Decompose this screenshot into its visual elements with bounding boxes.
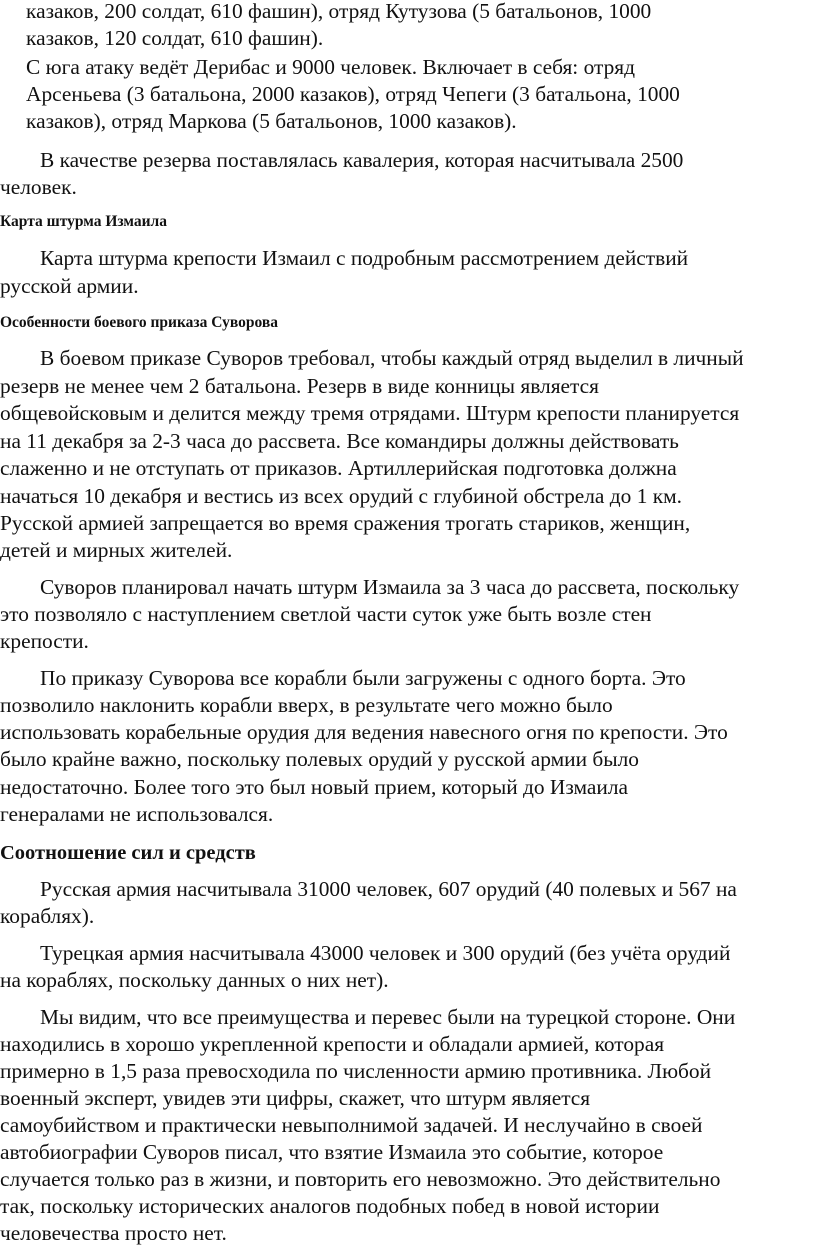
conclusion-line-2: находились в хорошо укрепленной крепости и обладали армией, которая: [0, 1032, 665, 1056]
map-heading: Карта штурма Измаила: [0, 213, 167, 230]
ships-line-6: генералами не использовался.: [0, 802, 274, 826]
order-line-2: резерв не менее чем 2 батальона. Резерв в виде конницы является: [0, 374, 599, 398]
order-line-7: Русской армией запрещается во время сражения трогать стариков, женщин,: [0, 511, 691, 535]
conclusion-line-4: военный эксперт, увидев эти цифры, скажет, что штурм является: [0, 1086, 591, 1110]
ships-line-4: было крайне важно, поскольку полевых орудий у русской армии было: [0, 747, 640, 771]
conclusion-line-8: так, поскольку исторических аналогов подобных побед в новой истории: [0, 1194, 660, 1218]
conclusion-line-3: примерно в 1,5 раза превосходила по численности армию противника. Любой: [0, 1059, 712, 1083]
turkish-line-1: Турецкая армия насчитывала 43000 человек и 300 орудий (без учёта орудий: [40, 941, 731, 965]
intro-line-5: казаков), отряд Маркова (5 батальонов, 1000 казаков).: [26, 109, 517, 133]
order-line-6: начаться 10 декабря и вестись из всех орудий с глубиной обстрела до 1 км.: [0, 484, 683, 508]
conclusion-line-1: Мы видим, что все преимущества и перевес были на турецкой стороне. Они: [40, 1005, 736, 1029]
intro-line-2: казаков, 120 солдат, 610 фашин).: [26, 26, 324, 50]
dawn-line-1: Суворов планировал начать штурм Измаила за 3 часа до рассвета, поскольку: [40, 575, 740, 599]
dawn-line-3: крепости.: [0, 629, 89, 653]
order-heading: Особенности боевого приказа Суворова: [0, 314, 278, 331]
ships-line-5: недостаточно. Более того это был новый прием, который до Измаила: [0, 775, 629, 799]
russian-line-2: кораблях).: [0, 904, 95, 928]
ships-line-1: По приказу Суворова все корабли были загружены с одного борта. Это: [40, 666, 686, 690]
conclusion-line-5: самоубийством и практически невыполнимой задачей. И неслучайно в своей: [0, 1113, 703, 1137]
reserve-line-2: человек.: [0, 175, 77, 199]
conclusion-line-9: человечества просто нет.: [0, 1221, 227, 1245]
conclusion-line-7: случается только раз в жизни, и повторить его невозможно. Это действительно: [0, 1167, 721, 1191]
order-line-3: общевойсковым и делится между тремя отрядами. Штурм крепости планируется: [0, 401, 740, 425]
reserve-line-1: В качестве резерва поставлялась кавалерия, которая насчитывала 2500: [40, 148, 684, 172]
turkish-line-2: на кораблях, поскольку данных о них нет).: [0, 968, 389, 992]
map-line-2: русской армии.: [0, 274, 139, 298]
map-line-1: Карта штурма крепости Измаил с подробным рассмотрением действий: [40, 246, 689, 270]
order-line-8: детей и мирных жителей.: [0, 538, 233, 562]
intro-line-1: казаков, 200 солдат, 610 фашин), отряд Кутузова (5 батальонов, 1000: [26, 0, 652, 23]
ships-line-2: позволило наклонить корабли вверх, в результате чего можно было: [0, 693, 613, 717]
russian-line-1: Русская армия насчитывала 31000 человек, 607 орудий (40 полевых и 567 на: [40, 877, 737, 901]
intro-line-3: С юга атаку ведёт Дерибас и 9000 человек. Включает в себя: отряд: [26, 55, 636, 79]
order-line-5: слаженно и не отступать от приказов. Артиллерийская подготовка должна: [0, 456, 677, 480]
intro-line-4: Арсеньева (3 батальона, 2000 казаков), отряд Чепеги (3 батальона, 1000: [26, 82, 680, 106]
conclusion-line-6: автобиографии Суворов писал, что взятие Измаила это событие, которое: [0, 1140, 664, 1164]
dawn-line-2: это позволяло с наступлением светлой части суток уже быть возле стен: [0, 602, 652, 626]
ships-line-3: использовать корабельные орудия для ведения навесного огня по крепости. Это: [0, 720, 728, 744]
forces-heading: Соотношение сил и средств: [0, 842, 256, 864]
order-line-1: В боевом приказе Суворов требовал, чтобы каждый отряд выделил в личный: [40, 346, 744, 370]
order-line-4: на 11 декабря за 2-3 часа до рассвета. Все командиры должны действовать: [0, 429, 679, 453]
